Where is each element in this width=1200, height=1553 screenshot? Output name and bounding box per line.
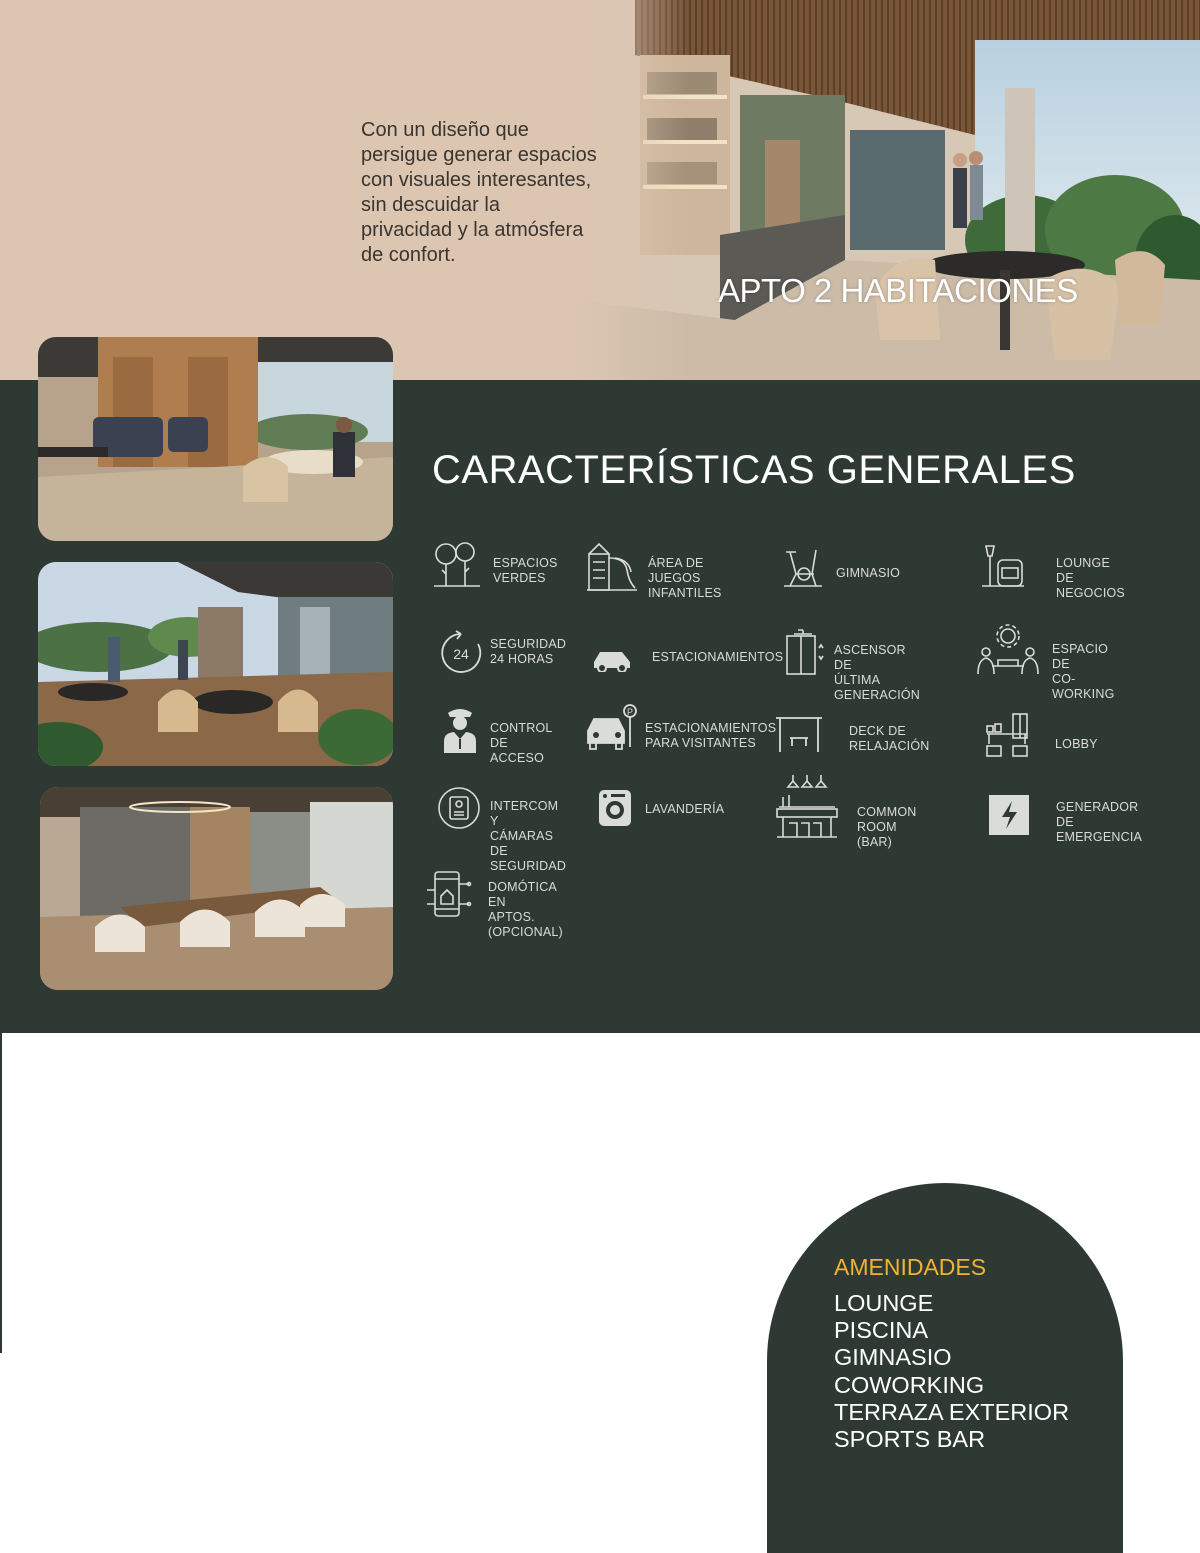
amenity-item: PISCINA bbox=[834, 1317, 929, 1344]
car-icon bbox=[590, 646, 634, 672]
amenity-item: COWORKING bbox=[834, 1371, 985, 1398]
feature-label: ASCENSOR DE ÚLTIMA GENERACIÓN bbox=[834, 643, 921, 702]
intro-paragraph bbox=[361, 118, 631, 268]
parking-car-icon bbox=[586, 703, 638, 753]
exercise-bike-icon bbox=[780, 546, 826, 590]
amenities-list bbox=[834, 1290, 1069, 1453]
lounge-chair-icon bbox=[980, 542, 1026, 590]
lobby-furniture-icon bbox=[985, 712, 1033, 758]
feature-label: COMMON ROOM (BAR) bbox=[857, 805, 917, 849]
feature-label: ESTACIONAMIENTOS bbox=[652, 650, 784, 664]
bar-counter-icon bbox=[775, 773, 839, 839]
photo-terrace bbox=[38, 562, 393, 766]
playground-icon bbox=[585, 540, 639, 594]
intro-line: privacidad y la atmósfera bbox=[361, 219, 584, 241]
elevator-icon bbox=[784, 628, 824, 676]
feature-label: ESTACIONAMIENTOS PARA VISITANTES bbox=[645, 721, 777, 750]
hero-caption: APTO 2 HABITACIONES bbox=[718, 272, 1078, 309]
divider-line bbox=[0, 1033, 2, 1353]
feature-label: CONTROL DE ACCESO bbox=[490, 721, 553, 765]
feature-label: ÁREA DE JUEGOS INFANTILES bbox=[648, 556, 722, 600]
feature-label: SEGURIDAD 24 HORAS bbox=[490, 637, 567, 666]
feature-label: LOBBY bbox=[1055, 737, 1098, 751]
trees-icon bbox=[432, 540, 482, 588]
washing-machine-icon bbox=[598, 789, 632, 827]
section-title: CARACTERÍSTICAS GENERALES bbox=[432, 448, 1076, 492]
feature-label: GENERADOR DE EMERGENCIA bbox=[1056, 800, 1143, 844]
coworking-gear-icon bbox=[976, 622, 1040, 678]
svg-text:P: P bbox=[626, 707, 634, 717]
amenity-item: GIMNASIO bbox=[834, 1344, 952, 1371]
svg-text:24: 24 bbox=[453, 646, 469, 662]
amenity-item: TERRAZA EXTERIOR bbox=[834, 1398, 1070, 1425]
feature-label: DECK DE RELAJACIÓN bbox=[849, 724, 930, 753]
hero-photo-bar-terrace bbox=[575, 0, 1200, 380]
smart-home-phone-icon bbox=[425, 870, 473, 918]
intro-line: de confort. bbox=[361, 244, 456, 266]
lightning-generator-icon bbox=[989, 795, 1029, 835]
feature-label: INTERCOM Y CÁMARAS DE SEGURIDAD bbox=[490, 799, 567, 873]
feature-label: ESPACIOS VERDES bbox=[493, 556, 558, 585]
feature-label: LOUNGE DE NEGOCIOS bbox=[1056, 556, 1125, 600]
amenity-item: SPORTS BAR bbox=[834, 1426, 986, 1453]
feature-label: ESPACIO DE CO-WORKING bbox=[1052, 642, 1115, 701]
clock-24-icon bbox=[438, 630, 484, 676]
amenity-item: LOUNGE bbox=[834, 1290, 934, 1316]
amenities-title: AMENIDADES bbox=[834, 1254, 987, 1280]
feature-label: GIMNASIO bbox=[836, 566, 901, 580]
intro-line: con visuales interesantes, bbox=[361, 169, 592, 191]
photo-meeting-room bbox=[40, 787, 393, 990]
intercom-icon bbox=[437, 786, 481, 830]
intro-line: Con un diseño que bbox=[361, 119, 529, 141]
feature-label: LAVANDERÍA bbox=[645, 802, 725, 816]
intro-line: sin descuidar la bbox=[361, 194, 500, 216]
photo-lounge bbox=[38, 337, 393, 541]
security-guard-icon bbox=[440, 705, 480, 753]
deck-pergola-icon bbox=[774, 714, 824, 754]
intro-line: persigue generar espacios bbox=[361, 144, 597, 166]
feature-label: DOMÓTICA EN APTOS. (OPCIONAL) bbox=[488, 880, 563, 939]
